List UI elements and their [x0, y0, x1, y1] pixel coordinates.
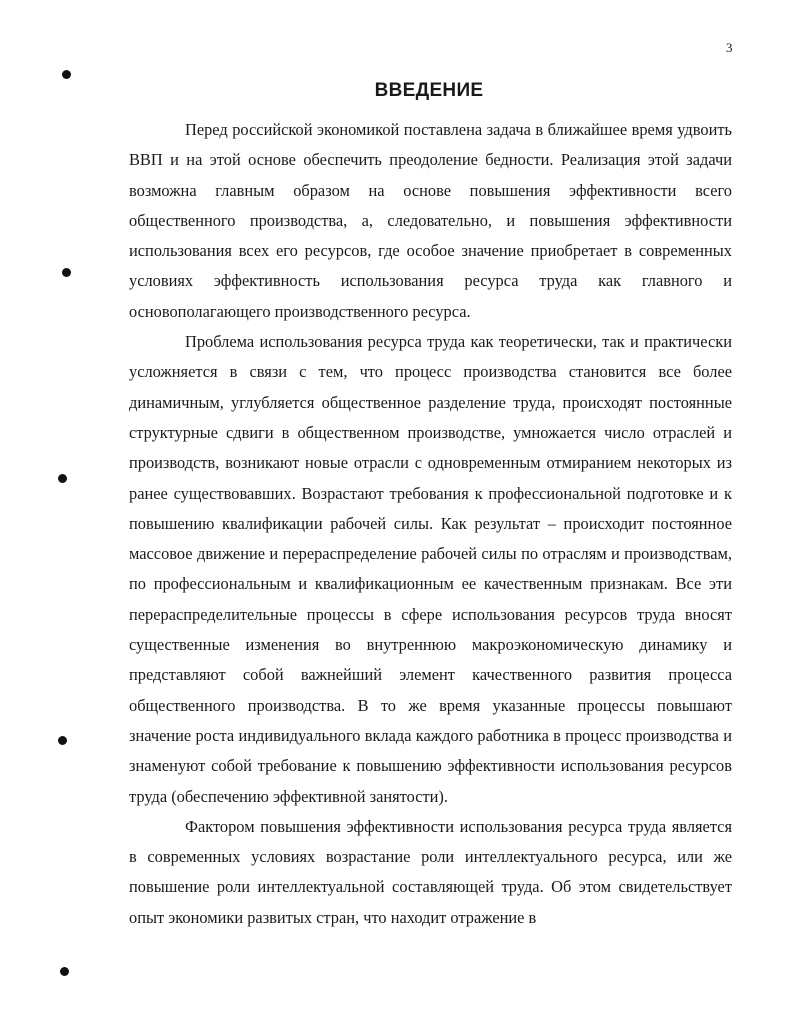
page-title: ВВЕДЕНИЕ — [374, 80, 484, 101]
page-number: 3 — [726, 40, 733, 55]
body-text — [129, 115, 732, 933]
paragraph-1: Перед российской экономикой поставлена задача в ближайшее время удвоить ВВП и на этой основе обеспечить преодоление бедности. Реализация этой задачи возможна главным образом на основе повышения эффективности всего общественного производства, а, следовательно, и повышения эффективности использования всех его ресурсов, где особое значение приобретает в современных условиях эффективность использования ресурса труда как главного и основополагающего производственного ресурса. — [129, 120, 732, 321]
punch-hole-mark — [58, 474, 67, 483]
paragraph-2: Проблема использования ресурса труда как теоретически, так и практически усложняется в связи с тем, что процесс производства становится все более динамичным, углубляется общественное разделение труда, происходят постоянные структурные сдвиги в общественном производстве, умножается число отраслей и производств, возникают новые отрасли с одновременным отмиранием некоторых из ранее существовавших. Возрастают требования к профессиональной подготовке и к повышению квалификации рабочей силы. Как результат – происходит постоянное массовое движение и перераспределение рабочей силы по отраслям и производствам, по профессиональным и квалификационным ее качественным признакам. Все эти перераспределительные процессы в сфере использования ресурсов труда вносят существенные изменения во внутреннюю макроэкономическую динамику и представляют собой важнейший элемент качественного развития процесса общественного производства. В то же время указанные процессы повышают значение роста индивидуального вклада каждого работника в процесс производства и знаменуют собой требование к повышению эффективности использования ресурсов труда (обеспечению эффективной занятости). — [129, 332, 732, 806]
punch-hole-mark — [62, 70, 71, 79]
punch-hole-mark — [58, 736, 67, 745]
paragraph-3: Фактором повышения эффективности использования ресурса труда является в современных условиях возрастание роли интеллектуального ресурса, или же повышение роли интеллектуальной составляющей труда. Об этом свидетельствует опыт экономики развитых стран, что находит отражение в — [129, 816, 732, 927]
punch-hole-mark — [60, 967, 69, 976]
punch-hole-mark — [62, 268, 71, 277]
